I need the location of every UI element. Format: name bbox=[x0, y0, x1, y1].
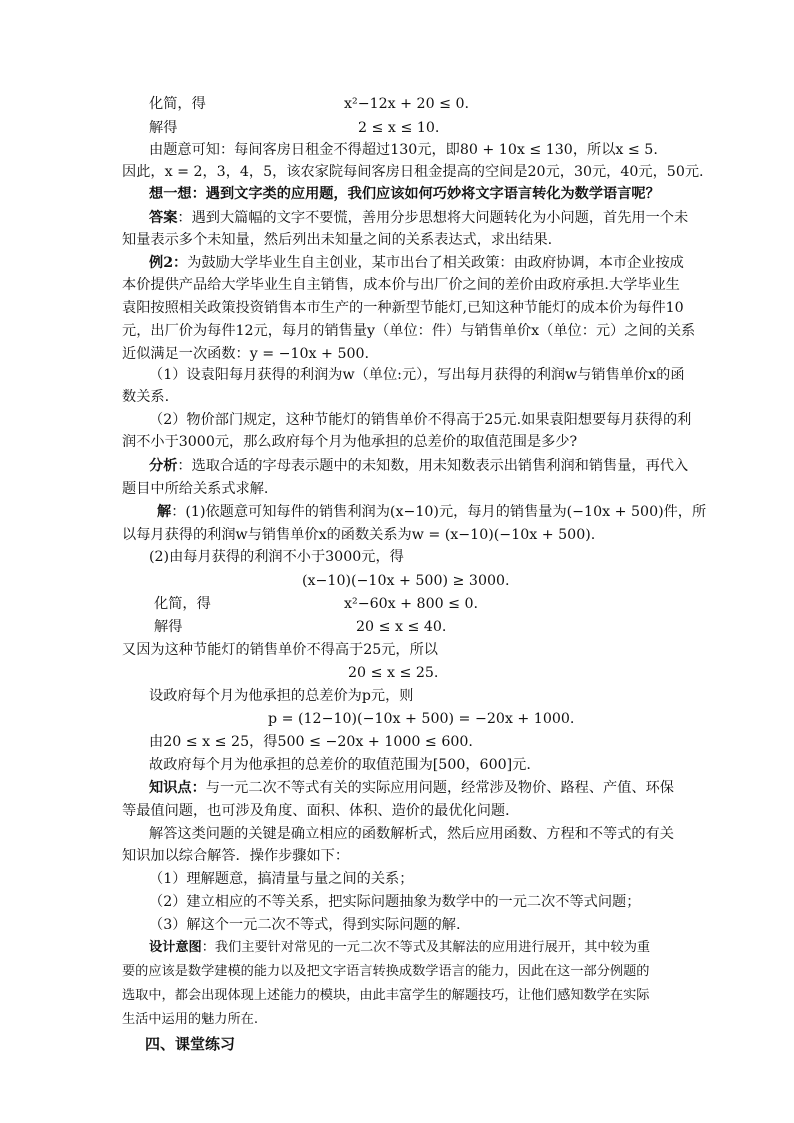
bold-label: 解 bbox=[157, 504, 172, 520]
bold-label: 设计意图 bbox=[149, 940, 202, 955]
math-line: p = (12−10)(−10x + 500) = −20x + 1000. bbox=[268, 711, 575, 727]
text-line: 解答这类问题的关键是确立相应的函数解析式，然后应用函数、方程和不等式的有关 bbox=[149, 826, 674, 842]
text-line bbox=[149, 184, 660, 204]
text-line bbox=[149, 456, 688, 476]
math-line: (x−10)(−10x + 500) ≥ 3000. bbox=[302, 573, 510, 589]
bold-label: 分析 bbox=[149, 458, 178, 474]
text-line: 选取中，都会出现体现上述能力的模块，由此丰富学生的解题技巧，让他们感知数学在实际 bbox=[122, 988, 650, 1003]
text-line: 数关系. bbox=[122, 389, 170, 405]
text-line: 知识加以综合解答．操作步骤如下： bbox=[122, 848, 350, 864]
text-line: 解得 bbox=[154, 619, 183, 635]
text-line: (2)由每月获得的利润不小于3000元，得 bbox=[149, 549, 404, 565]
text-line: 由20 ≤ x ≤ 25，得500 ≤ −20x + 1000 ≤ 600. bbox=[149, 734, 473, 750]
text-line bbox=[149, 938, 650, 958]
text-line: （1）理解题意，搞清量与量之间的关系； bbox=[149, 871, 414, 887]
text-line: （2）物价部门规定，这种节能灯的销售单价不得高于25元.如果袁阳想要每月获得的利 bbox=[149, 412, 692, 428]
text-span: ：遇到大篇幅的文字不要慌，善用分步思想将大问题转化为小问题，首先用一个未 bbox=[177, 210, 689, 226]
text-span: ：选取合适的字母表示题中的未知数，用未知数表示出销售利润和销售量，再代入 bbox=[177, 458, 689, 474]
text-line: （2）建立相应的不等关系，把实际问题抽象为数学中的一元二次不等式问题； bbox=[149, 894, 641, 910]
text-line: 元，出厂价为每件12元，每月的销售量y（单位：件）与销售单价x（单位：元）之间的关系 bbox=[122, 323, 696, 339]
bold-label: 答案 bbox=[149, 210, 178, 226]
text-line: 解得 bbox=[149, 120, 178, 136]
math-line: 2 ≤ x ≤ 10. bbox=[358, 120, 440, 136]
text-line: 由题意可知：每间客房日租金不得超过130元，即80 + 10x ≤ 130，所以x ≤ 5. bbox=[149, 142, 658, 158]
text-line: 等最值问题，也可涉及角度、面积、体积、造价的最优化问题． bbox=[122, 803, 520, 819]
bold-label: 想一想： bbox=[149, 186, 206, 202]
text-span: 与一元二次不等式有关的实际应用问题，经常涉及物价、路程、产值、环保 bbox=[205, 780, 674, 796]
math-line: x²−12x + 20 ≤ 0. bbox=[344, 96, 470, 112]
bold-label: 例2： bbox=[149, 255, 188, 271]
text-span: ：我们主要针对常见的一元二次不等式及其解法的应用进行展开，其中较为重 bbox=[201, 940, 651, 955]
bold-label: 遇到文字类的应用题，我们应该如何巧妙将文字语言转化为数学语言呢？ bbox=[205, 186, 660, 202]
section-heading: 四、课堂练习 bbox=[145, 1035, 236, 1053]
text-line: 袁阳按照相关政策投资销售本市生产的一种新型节能灯,已知这种节能灯的成本价为每件10 bbox=[122, 300, 684, 316]
text-line: 又因为这种节能灯的销售单价不得高于25元，所以 bbox=[122, 642, 438, 658]
text-line: 润不小于3000元，那么政府每个月为他承担的总差价的取值范围是多少? bbox=[122, 434, 578, 450]
text-line: 以每月获得的利润w与销售单价x的函数关系为w = (x−10)(−10x + 500). bbox=[122, 527, 596, 543]
text-line: 化简，得 bbox=[149, 96, 206, 112]
text-line: 故政府每个月为他承担的总差价的取值范围为[500，600]元. bbox=[149, 757, 531, 773]
text-line: 要的应该是数学建模的能力以及把文字语言转换成数学语言的能力，因此在这一部分例题的 bbox=[122, 964, 650, 979]
text-line: （3）解这个一元二次不等式，得到实际问题的解. bbox=[149, 917, 461, 933]
text-line bbox=[149, 778, 674, 798]
text-line: 知量表示多个未知量，然后列出未知量之间的关系表达式，求出结果. bbox=[122, 232, 553, 248]
text-line: 化简，得 bbox=[154, 596, 211, 612]
math-line: x²−60x + 800 ≤ 0. bbox=[344, 596, 479, 612]
text-line bbox=[149, 253, 684, 273]
text-line: 生活中运用的魅力所在. bbox=[122, 1012, 259, 1027]
text-line: 因此，x = 2，3，4，5，该农家院每间客房日租金提高的空间是20元，30元，40元，50元. bbox=[122, 164, 704, 180]
text-line: 设政府每个月为他承担的总差价为p元，则 bbox=[149, 688, 414, 704]
math-line: 20 ≤ x ≤ 40. bbox=[356, 619, 447, 635]
text-line bbox=[157, 502, 706, 522]
text-line: 近似满足一次函数：y = −10x + 500. bbox=[122, 346, 370, 362]
bold-label: 知识点： bbox=[149, 780, 206, 796]
text-line: （1）设袁阳每月获得的利润为w（单位:元），写出每月获得的利润w与销售单价x的函 bbox=[149, 367, 685, 383]
text-line: 题目中所给关系式求解. bbox=[122, 481, 269, 497]
text-line bbox=[149, 208, 688, 228]
math-line: 20 ≤ x ≤ 25. bbox=[348, 665, 439, 681]
text-span: 为鼓励大学毕业生自主创业，某市出台了相关政策：由政府协调，本市企业按成 bbox=[187, 255, 684, 271]
text-span: ：(1)依题意可知每件的销售利润为(x−10)元，每月的销售量为(−10x + 500)件，所 bbox=[171, 504, 707, 520]
text-line: 本价提供产品给大学毕业生自主销售，成本价与出厂价之间的差价由政府承担.大学毕业生 bbox=[122, 277, 680, 293]
